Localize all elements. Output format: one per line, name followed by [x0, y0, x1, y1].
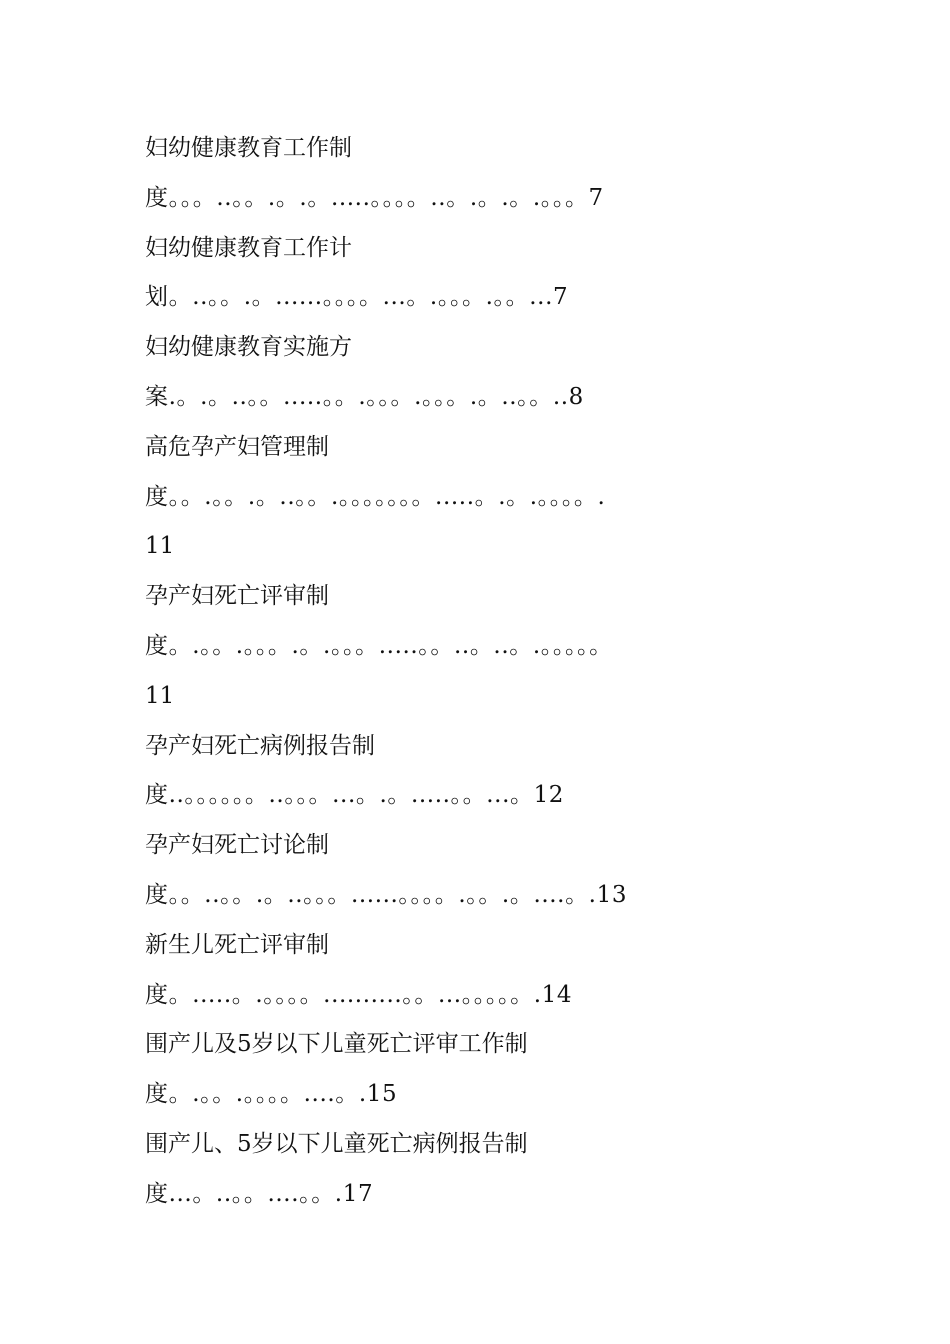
toc-entry-title: 围产儿及5岁以下儿童死亡评审工作制	[145, 1031, 528, 1058]
toc-entry-title: 孕产妇死亡讨论制	[145, 832, 329, 859]
toc-entry-leader: 度。.。。.。。。。....。.15	[145, 1081, 398, 1108]
toc-entry-title: 高危孕产妇管理制	[145, 433, 329, 460]
toc-entry-page-number: 11	[145, 533, 175, 560]
toc-entry-title: 孕产妇死亡评审制	[145, 583, 329, 610]
toc-entry-leader: 度。。.。。.。..。。.。。。。。。。.....。.。.。。。。.	[145, 483, 606, 510]
table-of-contents	[145, 124, 845, 1220]
toc-entry-leader: 度。.。。.。。。.。.。。。.....。。..。..。.。。。。。	[145, 632, 613, 659]
toc-entry-title: 新生儿死亡评审制	[145, 931, 329, 958]
toc-entry-page-number: 11	[145, 682, 175, 709]
toc-entry-title: 妇幼健康教育工作计	[145, 234, 352, 261]
toc-entry-title: 妇幼健康教育实施方	[145, 334, 352, 361]
toc-entry-leader: 度。。..。。.。..。。。......。。。。.。。.。....。.13	[145, 881, 628, 908]
toc-entry-leader: 度..。。。。。。..。。。...。.。.....。。...。12	[145, 782, 565, 809]
toc-entry-leader: 度。.....。.。。。。..........。。...。。。。。.14	[145, 981, 573, 1008]
toc-entry-leader: 划。..。。.。......。。。。...。.。。。.。。...7	[145, 284, 569, 311]
toc-entry-title: 围产儿、5岁以下儿童死亡病例报告制	[145, 1130, 528, 1157]
toc-entry-leader: 案.。.。..。。.....。。.。。。.。。。.。..。。..8	[145, 383, 584, 410]
toc-entry-title: 妇幼健康教育工作制	[145, 135, 352, 161]
toc-entry-leader: 度...。..。。....。。.17	[145, 1180, 374, 1207]
toc-entry-title: 孕产妇死亡病例报告制	[145, 732, 375, 759]
toc-entry-leader: 度。。。..。。.。.。.....。。。。..。.。.。.。。。7	[145, 184, 604, 211]
